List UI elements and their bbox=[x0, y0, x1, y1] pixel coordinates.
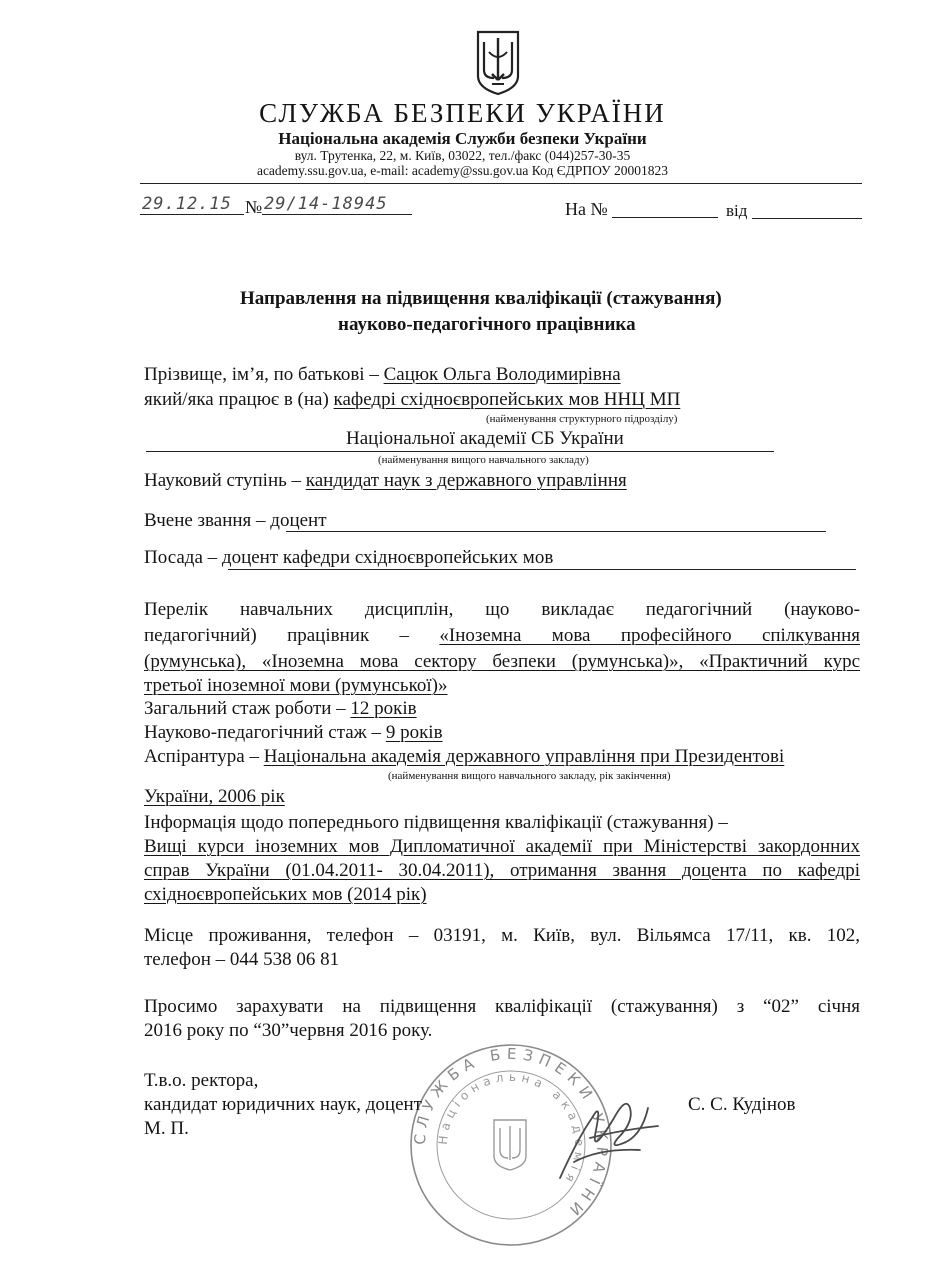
position-row bbox=[144, 547, 553, 569]
previous-line2: справ України (01.04.2011- 30.04.2011), отримання звання доцента по кафедрі bbox=[144, 860, 860, 881]
signer-role2: кандидат юридичних наук, доцент bbox=[144, 1094, 422, 1115]
incoming-date-label: від bbox=[726, 201, 748, 220]
incoming-date-line bbox=[752, 218, 862, 219]
previous-line3: східноєвропейських мов (2014 рік) bbox=[144, 884, 427, 905]
degree-row bbox=[144, 470, 627, 492]
name-value: Сацюк Ольга Володимирівна bbox=[383, 364, 621, 385]
disciplines-line3: (румунська), «Іноземна мова сектору безпеки (румунська)», «Практичний курс bbox=[144, 651, 860, 672]
institution-value: Національної академії СБ України bbox=[346, 428, 624, 449]
stamp-outer-text: СЛУЖБА БЕЗПЕКИ УКРАЇНИ bbox=[410, 1044, 612, 1223]
rank-row bbox=[144, 510, 327, 532]
total-exp-label: Загальний стаж роботи – bbox=[144, 698, 351, 719]
doc-title-line2: науково-педагогічного працівника bbox=[338, 314, 636, 335]
residence-line2: телефон – 044 538 06 81 bbox=[144, 949, 340, 970]
disciplines-line4: третьої іноземної мови (румунської)» bbox=[144, 675, 448, 696]
position-value: доцент кафедри східноєвропейських мов bbox=[221, 547, 554, 568]
rank-label: Вчене звання – bbox=[144, 510, 271, 531]
incoming-no-label: На № bbox=[565, 199, 608, 219]
name-row bbox=[144, 364, 621, 386]
ped-exp-row bbox=[144, 722, 443, 744]
ped-exp-label: Науково-педагогічний стаж – bbox=[144, 722, 386, 743]
disciplines-first: «Іноземна мова професійного спілкування bbox=[439, 625, 860, 646]
name-label: Прізвище, ім’я, по батькові – bbox=[144, 364, 384, 385]
incoming-no-line bbox=[612, 217, 718, 218]
works-hint: (найменування структурного підрозділу) bbox=[486, 413, 678, 425]
reg-date-line bbox=[140, 214, 244, 215]
request-line2: 2016 року по “30”червня 2016 року. bbox=[144, 1020, 433, 1041]
ped-exp-value: 9 років bbox=[385, 722, 443, 743]
institution-hint: (найменування вищого навчального закладу) bbox=[378, 454, 589, 466]
academy-address: вул. Трутенка, 22, м. Київ, 03022, тел./факс (044)257-30-35 bbox=[294, 148, 631, 163]
aspirantura-hint: (найменування вищого навчального закладу, рік закінчення) bbox=[388, 770, 671, 782]
signer-name: С. С. Кудінов bbox=[688, 1094, 796, 1115]
seal-place: М. П. bbox=[144, 1118, 189, 1139]
previous-label: Інформація щодо попереднього підвищення кваліфікації (стажування) – bbox=[144, 812, 728, 833]
signer-role1: Т.в.о. ректора, bbox=[144, 1070, 259, 1091]
header-divider bbox=[140, 183, 862, 184]
total-exp-value: 12 років bbox=[350, 698, 417, 719]
org-name: СЛУЖБА БЕЗПЕКИ УКРАЇНИ bbox=[259, 98, 666, 128]
rank-value: доцент bbox=[270, 510, 327, 531]
works-label: який/яка працює в (на) bbox=[144, 389, 334, 410]
disciplines-line2 bbox=[144, 625, 860, 647]
disciplines-line1: Перелік навчальних дисциплін, що викладає педагогічний (науково- bbox=[144, 599, 860, 620]
stamp-trident-icon bbox=[494, 1120, 526, 1170]
academy-name: Національна академія Служби безпеки України bbox=[278, 129, 647, 148]
aspirantura-row bbox=[144, 746, 784, 768]
reg-number: 29/14-18945 bbox=[264, 194, 388, 214]
degree-value: кандидат наук з державного управління bbox=[305, 470, 627, 491]
total-exp-row bbox=[144, 698, 417, 720]
reg-no-sign: № bbox=[245, 197, 263, 217]
reg-date: 29.12.15 bbox=[142, 194, 232, 214]
academy-contacts: academy.ssu.gov.ua, e-mail: academy@ssu.gov.ua Код ЄДРПОУ 20001823 bbox=[256, 163, 669, 178]
works-row bbox=[144, 389, 680, 411]
doc-title-line1: Направлення на підвищення кваліфікації (стажування) bbox=[240, 288, 722, 309]
institution-line bbox=[146, 451, 774, 452]
rank-line bbox=[286, 531, 826, 532]
position-line bbox=[228, 569, 856, 570]
disciplines-lead: педагогічний) працівник – bbox=[144, 625, 440, 646]
reg-number-line bbox=[262, 214, 412, 215]
stamp-inner-text: Національна академія bbox=[435, 1069, 587, 1189]
residence-line1: Місце проживання, телефон – 03191, м. Київ, вул. Вільямса 17/11, кв. 102, bbox=[144, 925, 860, 946]
works-value: кафедрі східноєвропейських мов ННЦ МП bbox=[333, 389, 681, 410]
aspirantura-value: Національна академія державного управління при Президентові bbox=[263, 746, 785, 767]
aspirantura-value2: України, 2006 рік bbox=[144, 786, 285, 807]
handwritten-signature bbox=[530, 1078, 670, 1188]
position-label: Посада – bbox=[144, 547, 222, 568]
aspirantura-label: Аспірантура – bbox=[144, 746, 264, 767]
degree-label: Науковий ступінь – bbox=[144, 470, 306, 491]
previous-line1: Вищі курси іноземних мов Дипломатичної академії при Міністерстві закордонних bbox=[144, 836, 860, 857]
request-line1: Просимо зарахувати на підвищення кваліфікації (стажування) з “02” січня bbox=[144, 996, 860, 1017]
trident-emblem bbox=[474, 28, 522, 96]
